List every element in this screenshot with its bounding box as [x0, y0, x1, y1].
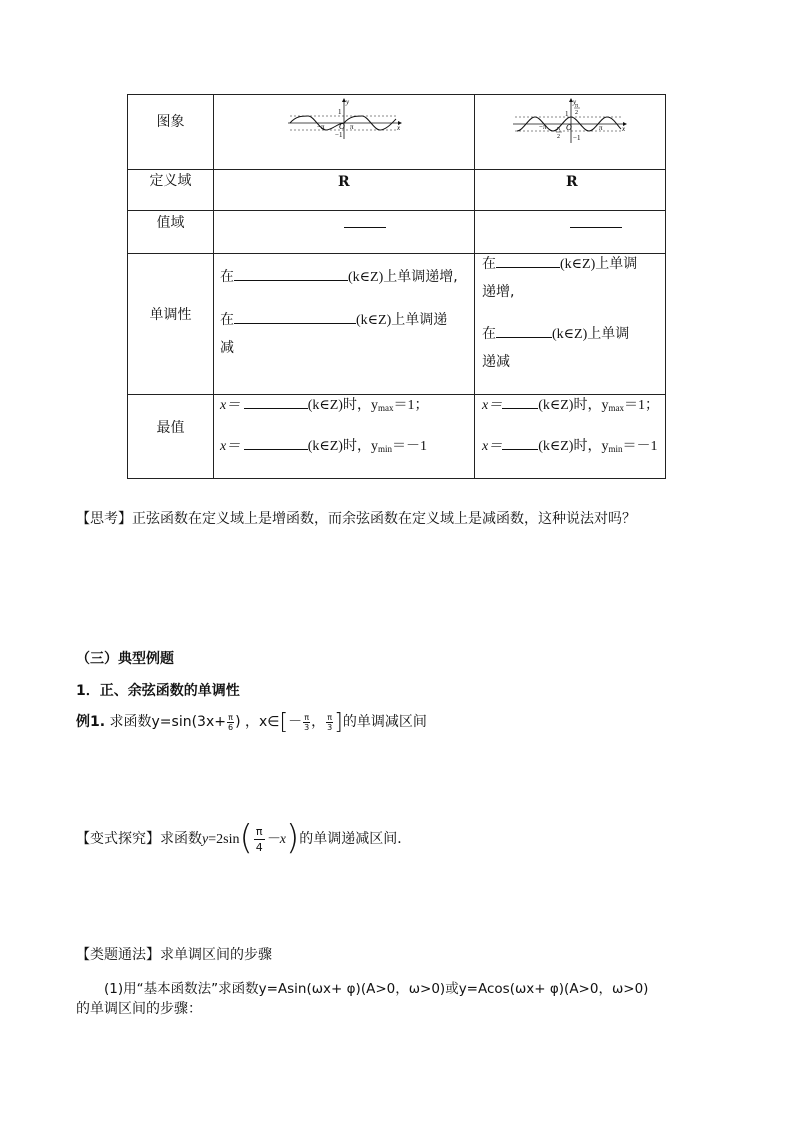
- svg-text:π: π: [350, 123, 354, 131]
- row-label-domain: 定义域: [149, 173, 192, 189]
- cos-increasing-line: 在 (k∈Z)上单调: [482, 256, 638, 272]
- sin-max-line: x＝ (k∈Z)时，$y_{max}=1$；: [220, 398, 429, 413]
- svg-text:π: π: [575, 103, 579, 109]
- topic-title: 1．正、余弦函数的单调性: [76, 683, 240, 699]
- cos-decreasing-line: 在 (k∈Z)上单调: [482, 326, 630, 342]
- sin-min-line: x＝ (k∈Z)时，$y_{min}=-1$: [220, 439, 427, 454]
- cos-increasing-blank[interactable]: [496, 255, 560, 268]
- svg-text:1: 1: [565, 110, 569, 118]
- svg-text:−π: −π: [317, 123, 325, 131]
- sine-graph-image: [288, 97, 403, 141]
- example-1: 例1. 求函数y=sin(3x+ $\frac{\pi}{6}$ ) ，x∈[－ $\frac{\pi}{3}$ ， $\frac{\pi}{3}$ ]的单调减区间: [76, 710, 427, 735]
- svg-text:O: O: [566, 123, 572, 132]
- row-divider: [128, 210, 665, 211]
- cos-min-line: x＝ (k∈Z)时，$y_{min}=-1$: [482, 439, 658, 454]
- fraction: $\frac{\pi}{3}$: [304, 712, 310, 732]
- method-heading: 【类题通法】求单调区间的步骤: [76, 947, 272, 963]
- svg-text:−π: −π: [539, 123, 547, 131]
- cos-max-line: x＝ (k∈Z)时，$y_{max}=1$；: [482, 398, 659, 413]
- sin-decreasing-line: 在 (k∈Z)上单调递: [220, 312, 448, 328]
- variant-tag: 【变式探究】: [76, 831, 160, 847]
- sin-min-blank[interactable]: [244, 437, 308, 450]
- svg-text:π: π: [557, 126, 561, 132]
- variant-paragraph: 【变式探究】求函数y=2sin( $\frac{\pi}{4}$ －x)的单调递减区间．: [76, 818, 412, 858]
- svg-text:1: 1: [338, 108, 342, 116]
- properties-table: [127, 94, 666, 479]
- col-divider: [474, 95, 475, 478]
- sin-decreasing-blank[interactable]: [234, 311, 356, 324]
- cos-max-blank[interactable]: [502, 396, 538, 409]
- row-divider: [128, 394, 665, 395]
- sin-decreasing-wrap: 减: [220, 340, 234, 356]
- svg-text:O: O: [339, 122, 345, 131]
- fraction: $\frac{\pi}{4}$: [255, 824, 263, 854]
- sin-increasing-line: 在 (k∈Z)上单调递增,: [220, 269, 458, 285]
- cosine-graph-image: [513, 97, 628, 145]
- svg-text:2: 2: [557, 134, 560, 140]
- svg-text:−1: −1: [573, 134, 581, 142]
- sin-increasing-blank[interactable]: [234, 268, 348, 281]
- svg-text:π: π: [599, 124, 603, 132]
- row-label-range: 值域: [156, 215, 185, 231]
- sin-range-blank[interactable]: [344, 215, 386, 228]
- cos-decreasing-wrap: 递减: [482, 354, 510, 370]
- row-label-extreme: 最值: [156, 420, 185, 436]
- sin-domain-value: R: [338, 174, 350, 190]
- think-text: 正弦函数在定义域上是增函数，而余弦函数在定义域上是减函数，这种说法对吗？: [132, 511, 636, 527]
- method-step-1-cont: 的单调区间的步骤：: [76, 1001, 202, 1017]
- col-divider: [213, 95, 214, 478]
- cos-increasing-wrap: 递增,: [482, 284, 515, 300]
- cos-min-blank[interactable]: [502, 437, 538, 450]
- svg-text:x: x: [397, 124, 401, 132]
- section-title: （三）典型例题: [76, 651, 174, 667]
- svg-text:2: 2: [575, 110, 578, 116]
- row-label-monotonic: 单调性: [149, 307, 192, 323]
- cos-decreasing-blank[interactable]: [496, 325, 552, 338]
- row-label-graph: 图象: [156, 114, 185, 130]
- fraction: $\frac{\pi}{3}$: [327, 712, 333, 732]
- cos-range-blank[interactable]: [570, 215, 622, 228]
- cos-domain-value: R: [566, 174, 578, 190]
- method-tag: 【类题通法】: [76, 947, 160, 963]
- method-step-1: (1)用“基本函数法”求函数y=Asin(ωx+ φ)(A>0，ω>0)或y=Acos(ωx+ φ)(A>0，ω>0): [104, 981, 649, 997]
- svg-text:y: y: [573, 98, 577, 106]
- svg-text:−1: −1: [335, 131, 343, 139]
- think-tag: 【思考】: [76, 511, 132, 527]
- fraction: $\frac{\pi}{6}$: [227, 712, 234, 732]
- svg-text:x: x: [622, 125, 626, 133]
- svg-text:y: y: [346, 98, 350, 106]
- sin-max-blank[interactable]: [244, 396, 308, 409]
- example-label: 例1.: [76, 714, 106, 730]
- think-paragraph: [76, 508, 636, 528]
